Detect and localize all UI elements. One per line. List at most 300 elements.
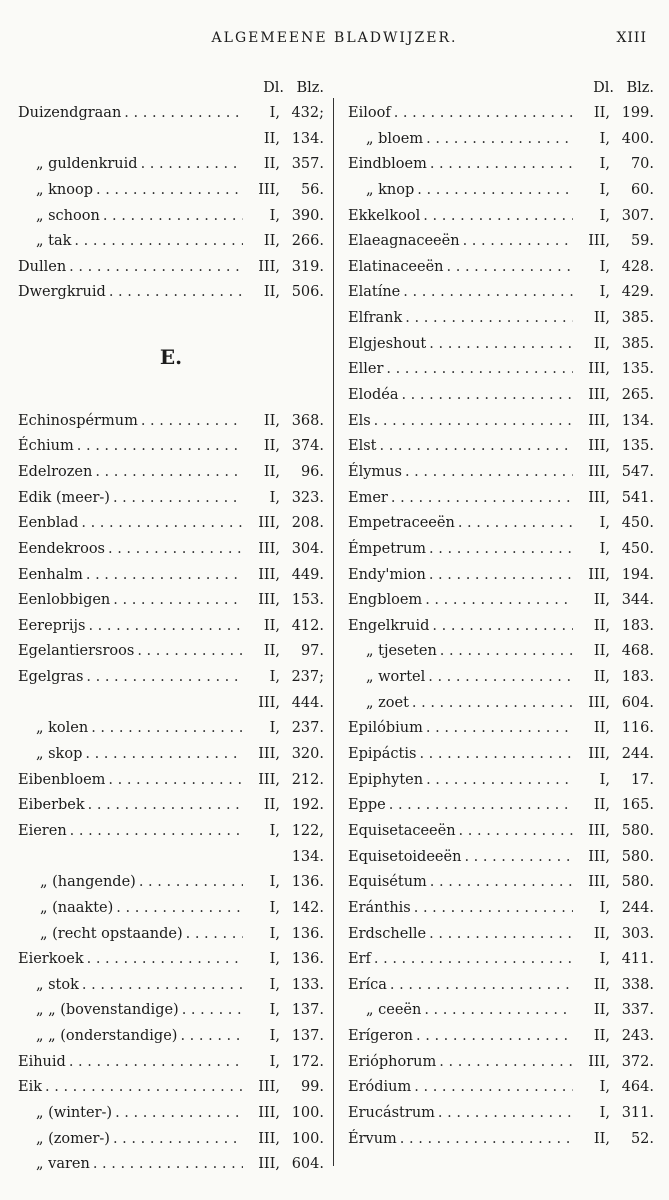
entry-term: Dullen <box>18 258 67 275</box>
entry-reference <box>576 434 654 460</box>
entry-volume: III, <box>588 387 610 404</box>
index-entry <box>348 947 654 973</box>
entry-page: 506. <box>291 284 324 301</box>
entry-term: Eereprijs <box>18 617 86 634</box>
entry-reference <box>246 486 324 512</box>
entry-volume: III, <box>588 412 610 429</box>
entry-reference <box>576 511 654 537</box>
dot-leader <box>405 306 573 332</box>
entry-reference <box>246 1101 324 1127</box>
entry-term: „ tjeseten <box>366 643 437 660</box>
dot-leader <box>82 973 243 999</box>
entry-term: Edik (meer-) <box>18 489 110 506</box>
index-entry <box>348 306 654 332</box>
dot-leader <box>419 742 573 768</box>
entry-term: Elaeagnaceeën <box>348 233 460 250</box>
entry-volume: II, <box>593 797 610 814</box>
entry-page: 385. <box>621 310 654 327</box>
entry-page: 59. <box>630 233 654 250</box>
dot-leader <box>182 998 243 1024</box>
dot-leader <box>386 357 573 383</box>
entry-page: 136. <box>291 925 324 942</box>
entry-reference <box>576 870 654 896</box>
entry-volume: I, <box>269 1053 280 1070</box>
index-entry <box>348 998 654 1024</box>
entry-term: Equisetaceeën <box>348 822 456 839</box>
entry-term: Eiloof <box>348 105 391 121</box>
entry-term: „ (zomer-) <box>36 1130 110 1147</box>
entry-reference <box>246 845 324 871</box>
dot-leader <box>70 819 243 845</box>
entry-term: Eríca <box>348 976 387 993</box>
entry-page: 17. <box>630 771 654 788</box>
index-entry <box>348 588 654 614</box>
entry-term: Epipáctis <box>348 746 417 763</box>
entry-term: Eindbloem <box>348 156 427 173</box>
dot-leader <box>88 614 243 640</box>
dot-leader <box>394 101 573 127</box>
entry-page: 135. <box>621 438 654 455</box>
dot-leader <box>86 665 243 691</box>
index-entry <box>348 1101 654 1127</box>
left-entries-d <box>18 101 324 306</box>
dot-leader <box>86 563 243 589</box>
index-entry <box>348 922 654 948</box>
index-entry <box>348 460 654 486</box>
entry-reference <box>246 409 324 435</box>
entry-reference <box>576 896 654 922</box>
entry-volume: I, <box>269 951 280 968</box>
dot-leader <box>141 409 243 435</box>
index-entry <box>18 896 324 922</box>
entry-reference <box>576 127 654 153</box>
dot-leader <box>416 1024 573 1050</box>
dot-leader <box>430 152 573 178</box>
index-entry <box>18 870 324 896</box>
dot-leader <box>124 101 243 127</box>
dot-leader <box>458 511 573 537</box>
entry-term: Elatíne <box>348 284 401 301</box>
dot-leader <box>464 845 573 871</box>
entry-volume: III, <box>258 694 280 711</box>
entry-reference <box>246 742 324 768</box>
entry-volume: III, <box>258 1079 280 1096</box>
dl-heading: Dl. <box>263 80 284 96</box>
index-entry <box>348 357 654 383</box>
entry-reference <box>246 588 324 614</box>
dot-leader <box>390 973 573 999</box>
dot-leader <box>401 383 573 409</box>
index-entry <box>18 229 324 255</box>
index-entry <box>18 1127 324 1153</box>
entry-volume: III, <box>258 515 280 532</box>
entry-term: Eránthis <box>348 899 411 916</box>
entry-term: Eppe <box>348 797 386 814</box>
index-entry <box>348 563 654 589</box>
entry-volume: III, <box>258 181 280 198</box>
dot-leader <box>69 255 243 281</box>
entry-page: 444. <box>291 694 324 711</box>
dot-leader <box>426 768 573 794</box>
entry-volume: II, <box>593 643 610 660</box>
entry-term: Eenlobbigen <box>18 592 111 609</box>
dot-leader <box>45 1075 243 1101</box>
entry-page: 547. <box>621 463 654 480</box>
entry-term: Émpetrum <box>348 540 427 557</box>
index-entry <box>18 1152 324 1178</box>
column-divider <box>333 98 334 1166</box>
entry-page: 165. <box>621 797 654 814</box>
entry-reference <box>246 255 324 281</box>
entry-page: 450. <box>621 540 654 557</box>
entry-volume: III, <box>588 1053 610 1070</box>
index-entry <box>348 768 654 794</box>
entry-page: 116. <box>621 720 654 737</box>
entry-volume: II, <box>263 463 280 480</box>
entry-reference <box>246 229 324 255</box>
entry-term: Engelkruid <box>348 617 430 634</box>
entry-reference <box>576 152 654 178</box>
entry-term: Duizendgraan <box>18 105 122 121</box>
entry-reference <box>246 793 324 819</box>
entry-volume: III, <box>258 1156 280 1173</box>
dot-leader <box>374 409 573 435</box>
entry-page: 374. <box>291 438 324 455</box>
entry-volume: III, <box>588 361 610 378</box>
entry-volume: I, <box>269 669 280 686</box>
entry-page: 303. <box>621 925 654 942</box>
entry-page: 344. <box>621 592 654 609</box>
index-entry <box>18 486 324 512</box>
entry-volume: III, <box>258 1105 280 1121</box>
entry-reference <box>576 1075 654 1101</box>
entry-page: 134. <box>291 848 324 865</box>
index-entry <box>348 1024 654 1050</box>
dot-leader <box>108 537 243 563</box>
entry-reference <box>576 383 654 409</box>
entry-page: 541. <box>621 489 654 506</box>
entry-volume: II, <box>263 130 280 147</box>
entry-term: „ bloem <box>366 130 424 147</box>
dot-leader <box>439 1050 573 1076</box>
entry-term: Echinospérmum <box>18 412 138 429</box>
entry-term: „ „ (onderstandige) <box>36 1028 178 1045</box>
entry-reference <box>246 614 324 640</box>
dot-leader <box>423 204 573 230</box>
entry-volume: II, <box>593 720 610 737</box>
index-entry <box>18 152 324 178</box>
entry-volume: III, <box>588 566 610 583</box>
entry-term: Erióphorum <box>348 1053 437 1070</box>
entry-page: 244. <box>621 899 654 916</box>
dot-leader <box>74 229 243 255</box>
dot-leader <box>417 178 573 204</box>
entry-page: 192. <box>291 797 324 814</box>
entry-reference <box>576 332 654 358</box>
index-entry <box>18 204 324 230</box>
entry-volume: I, <box>599 899 610 916</box>
entry-term: Eródium <box>348 1079 412 1096</box>
entry-reference <box>576 229 654 255</box>
running-header <box>0 30 669 54</box>
entry-reference <box>246 434 324 460</box>
entry-reference <box>246 896 324 922</box>
index-entry <box>18 588 324 614</box>
entry-page: 237. <box>291 720 324 737</box>
entry-term: „ varen <box>36 1156 90 1173</box>
dot-leader <box>380 434 574 460</box>
entry-term: „ schoon <box>36 207 100 224</box>
entry-volume: I, <box>599 1079 610 1096</box>
entry-page: 183. <box>621 617 654 634</box>
entry-term: „ zoet <box>366 694 409 711</box>
entry-term: Empetraceeën <box>348 515 455 532</box>
dot-leader <box>81 511 243 537</box>
index-entry <box>18 639 324 665</box>
entry-page: 212. <box>291 771 324 788</box>
dot-leader <box>137 639 243 665</box>
entry-reference <box>576 819 654 845</box>
entry-term: „ stok <box>36 976 79 993</box>
dot-leader <box>77 434 243 460</box>
index-entry <box>18 563 324 589</box>
entry-reference <box>246 563 324 589</box>
entry-reference <box>576 1050 654 1076</box>
dot-leader <box>426 127 573 153</box>
entry-reference <box>246 101 324 127</box>
entry-term: Emer <box>348 489 388 506</box>
entry-page: 304. <box>291 540 324 557</box>
entry-term: Epiphyten <box>348 771 424 788</box>
entry-volume: III, <box>588 822 610 839</box>
entry-reference <box>576 306 654 332</box>
right-column <box>348 75 654 1152</box>
index-entry <box>348 255 654 281</box>
entry-term: Engbloem <box>348 592 423 609</box>
entry-reference <box>576 204 654 230</box>
entry-term: Échium <box>18 438 74 455</box>
index-entry <box>348 204 654 230</box>
entry-page: 52. <box>630 1130 654 1147</box>
dot-leader <box>115 1101 243 1127</box>
entry-term: Equisétum <box>348 874 427 891</box>
index-entry <box>18 793 324 819</box>
dot-leader <box>429 332 573 358</box>
entry-reference <box>246 460 324 486</box>
index-entry <box>18 409 324 435</box>
entry-term: Elatinaceeën <box>348 258 444 275</box>
entry-page: 133. <box>291 976 324 993</box>
dot-leader <box>459 819 573 845</box>
entry-reference <box>246 152 324 178</box>
entry-term: Dwergkruid <box>18 284 106 301</box>
right-column-header <box>348 75 654 101</box>
entry-volume: II, <box>263 412 280 429</box>
entry-term: „ ceeën <box>366 1002 422 1019</box>
dot-leader <box>426 716 573 742</box>
entry-page: 208. <box>291 515 324 532</box>
entry-reference <box>576 537 654 563</box>
index-entry <box>348 973 654 999</box>
entry-page: 412. <box>291 617 324 634</box>
entry-volume: I, <box>599 951 610 968</box>
entry-page: 337. <box>621 1002 654 1019</box>
dot-leader <box>85 742 243 768</box>
entry-page: 468. <box>621 643 654 660</box>
dot-leader <box>374 947 573 973</box>
entry-volume: III, <box>588 438 610 455</box>
dot-leader <box>430 870 573 896</box>
index-entry <box>348 896 654 922</box>
entry-term: Elfrank <box>348 310 403 327</box>
entry-volume: I, <box>599 515 610 532</box>
index-entry <box>348 614 654 640</box>
entry-term: „ tak <box>36 233 72 250</box>
entry-page: 97. <box>300 643 324 660</box>
index-entry <box>18 845 324 871</box>
entry-reference <box>246 665 324 691</box>
entry-page: 60. <box>630 181 654 198</box>
entry-page: 338. <box>621 976 654 993</box>
dot-leader <box>87 947 243 973</box>
entry-term: „ skop <box>36 746 83 763</box>
entry-volume: I, <box>269 874 280 891</box>
entry-page: 464. <box>621 1079 654 1096</box>
index-entry <box>18 614 324 640</box>
index-entry <box>348 152 654 178</box>
index-entry <box>18 1024 324 1050</box>
entry-volume: III, <box>588 874 610 891</box>
entry-page: 400. <box>621 130 654 147</box>
dot-leader <box>95 460 243 486</box>
page-title: ALGEMEENE BLADWIJZER. <box>211 30 458 46</box>
dot-leader <box>403 280 573 306</box>
dot-leader <box>93 1152 243 1178</box>
entry-volume: I, <box>599 771 610 788</box>
entry-volume: I, <box>269 899 280 916</box>
dot-leader <box>180 1024 243 1050</box>
index-entry <box>18 665 324 691</box>
index-entry <box>348 511 654 537</box>
entry-volume: III, <box>258 566 280 583</box>
left-column-header <box>18 75 324 101</box>
entry-term: „ knoop <box>36 181 93 198</box>
entry-reference <box>246 922 324 948</box>
entry-page: 135. <box>621 361 654 378</box>
entry-volume: III, <box>258 771 280 788</box>
spacer <box>18 306 324 332</box>
entry-term: Eierkoek <box>18 951 84 968</box>
dot-leader <box>429 537 573 563</box>
entry-term: Érvum <box>348 1130 397 1147</box>
entry-reference <box>246 870 324 896</box>
index-entry <box>348 101 654 127</box>
entry-reference <box>576 998 654 1024</box>
entry-volume: III, <box>588 746 610 763</box>
entry-term: Egelgras <box>18 669 84 686</box>
entry-term: Eihuid <box>18 1053 66 1070</box>
entry-reference <box>246 947 324 973</box>
entry-volume: II, <box>593 1130 610 1147</box>
dot-leader <box>429 922 573 948</box>
entry-volume: III, <box>588 233 610 250</box>
index-entry <box>348 1050 654 1076</box>
dl-heading: Dl. <box>593 80 614 96</box>
index-entry <box>348 845 654 871</box>
entry-reference <box>246 511 324 537</box>
dot-leader <box>400 1127 573 1153</box>
entry-reference <box>576 357 654 383</box>
entry-page: 70. <box>630 156 654 173</box>
entry-volume: I, <box>599 540 610 557</box>
index-entry <box>18 101 324 127</box>
entry-volume: II, <box>263 233 280 250</box>
dot-leader <box>405 460 573 486</box>
entry-page: 237; <box>291 669 324 686</box>
entry-page: 450. <box>621 515 654 532</box>
entry-reference <box>246 819 324 845</box>
entry-page: 604. <box>621 694 654 711</box>
entry-reference <box>246 1075 324 1101</box>
entry-reference <box>576 486 654 512</box>
entry-page: 411. <box>621 951 654 968</box>
entry-reference <box>576 947 654 973</box>
dot-leader <box>113 486 243 512</box>
dot-leader <box>440 639 573 665</box>
dot-leader <box>91 716 243 742</box>
entry-page: 183. <box>621 669 654 686</box>
entry-volume: I, <box>269 822 280 839</box>
dot-leader <box>116 896 243 922</box>
section-letter: E. <box>159 344 183 369</box>
index-entry <box>18 922 324 948</box>
entry-volume: II, <box>593 925 610 942</box>
entry-page: 136. <box>291 874 324 891</box>
dot-leader <box>429 563 573 589</box>
entry-term: Eik <box>18 1079 43 1096</box>
index-entry <box>18 537 324 563</box>
entry-term: „ (recht opstaande) <box>40 925 183 942</box>
entry-page: 199. <box>621 105 654 121</box>
entry-volume: II, <box>263 643 280 660</box>
index-entry <box>18 742 324 768</box>
index-entry <box>18 973 324 999</box>
index-entry <box>348 742 654 768</box>
entry-reference <box>246 280 324 306</box>
index-entry <box>348 639 654 665</box>
entry-reference <box>576 768 654 794</box>
entry-term: Eller <box>348 361 384 378</box>
entry-page: 122, <box>291 822 324 839</box>
entry-volume: II, <box>593 976 610 993</box>
dot-leader <box>414 1075 573 1101</box>
entry-term: Eiberbek <box>18 797 85 814</box>
entry-reference <box>576 639 654 665</box>
entry-page: 449. <box>291 566 324 583</box>
entry-page: 194. <box>621 566 654 583</box>
entry-term: Endy'mion <box>348 566 426 583</box>
entry-term: Epilóbium <box>348 720 423 737</box>
entry-term: Egelantiersroos <box>18 643 135 660</box>
index-entry <box>348 486 654 512</box>
entry-volume: I, <box>269 720 280 737</box>
entry-volume: II, <box>263 284 280 301</box>
dot-leader <box>389 793 573 819</box>
entry-reference <box>576 742 654 768</box>
entry-volume: I, <box>599 1104 610 1121</box>
entry-reference <box>576 460 654 486</box>
entry-term: Els <box>348 412 371 429</box>
